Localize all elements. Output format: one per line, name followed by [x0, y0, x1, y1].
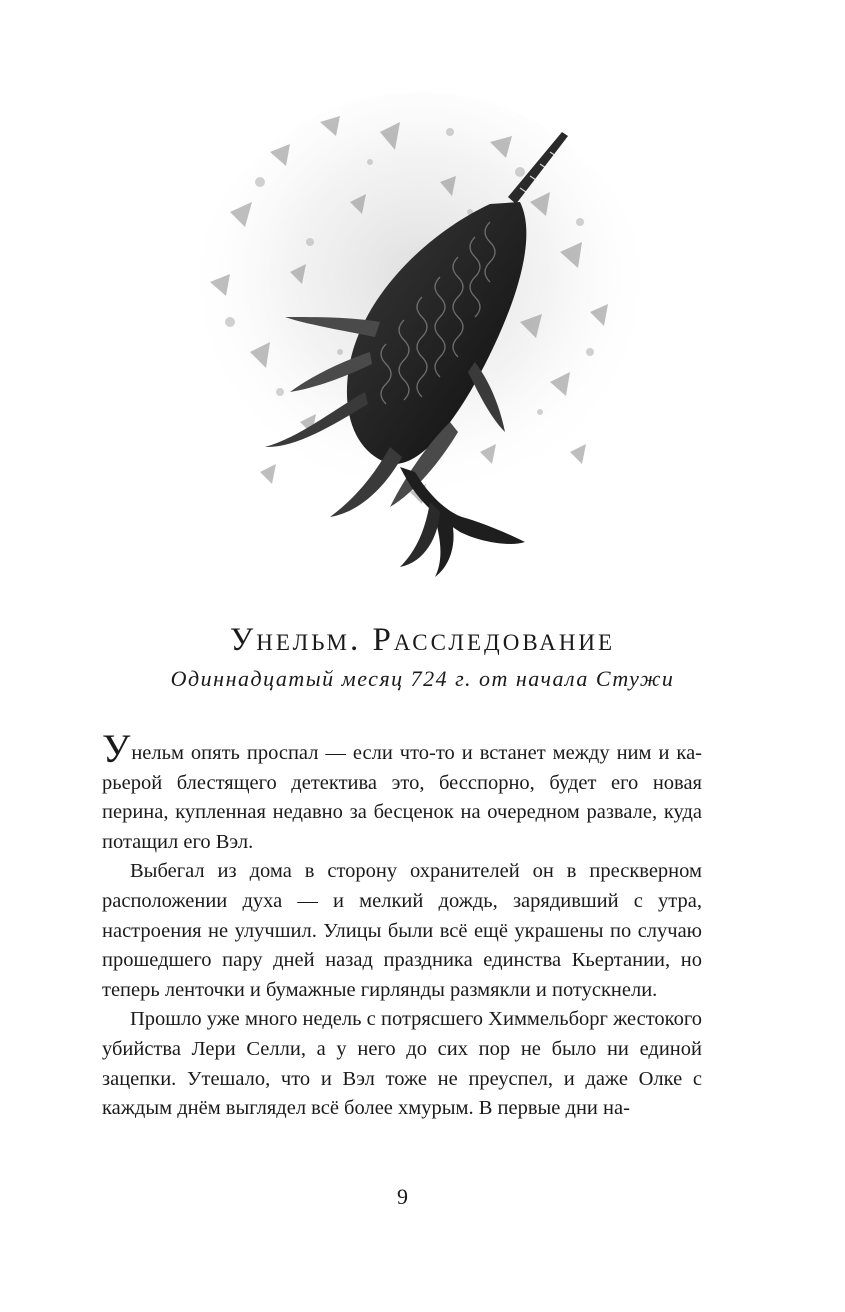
paragraph — [102, 726, 702, 857]
chapter-title: Унельм. Расследование — [229, 622, 616, 658]
chapter-body — [102, 726, 702, 1124]
paragraph-text: нельм опять проспал — если что-то и встанет между ним и карьерой блестящего детектива это, бесспорно, будет его новая перина, купленная недавно за бесценок на очередном развале, куда потащил его Вэл. — [102, 742, 702, 853]
narwhal-illustration — [190, 92, 650, 612]
chapter-subtitle: Одиннадцатый месяц 724 г. от начала Стужи — [170, 666, 675, 691]
paragraph: Прошло уже много недель с потрясшего Химмельборг жестокого убийства Лери Селли, а у него до сих пор не было ни единой зацепки. Утешало, что и Вэл тоже не преуспел, и даже Олке с каждым днём выглядел всё более хмурым. В первые дни на- — [102, 1008, 702, 1120]
page-number: 9 — [397, 1184, 408, 1209]
paragraph: Выбегал из дома в сторону охранителей он в прескверном расположении духа — и мелкий дождь, зарядивший с утра, настроения не улучшил. Улицы были всё ещё украшены по случаю прошедшего пару дней назад праздника единства Кьертании, но теперь ленточки и бумажные гирлянды размякли и потускнели. — [102, 860, 702, 1001]
drop-cap: У — [102, 726, 131, 771]
